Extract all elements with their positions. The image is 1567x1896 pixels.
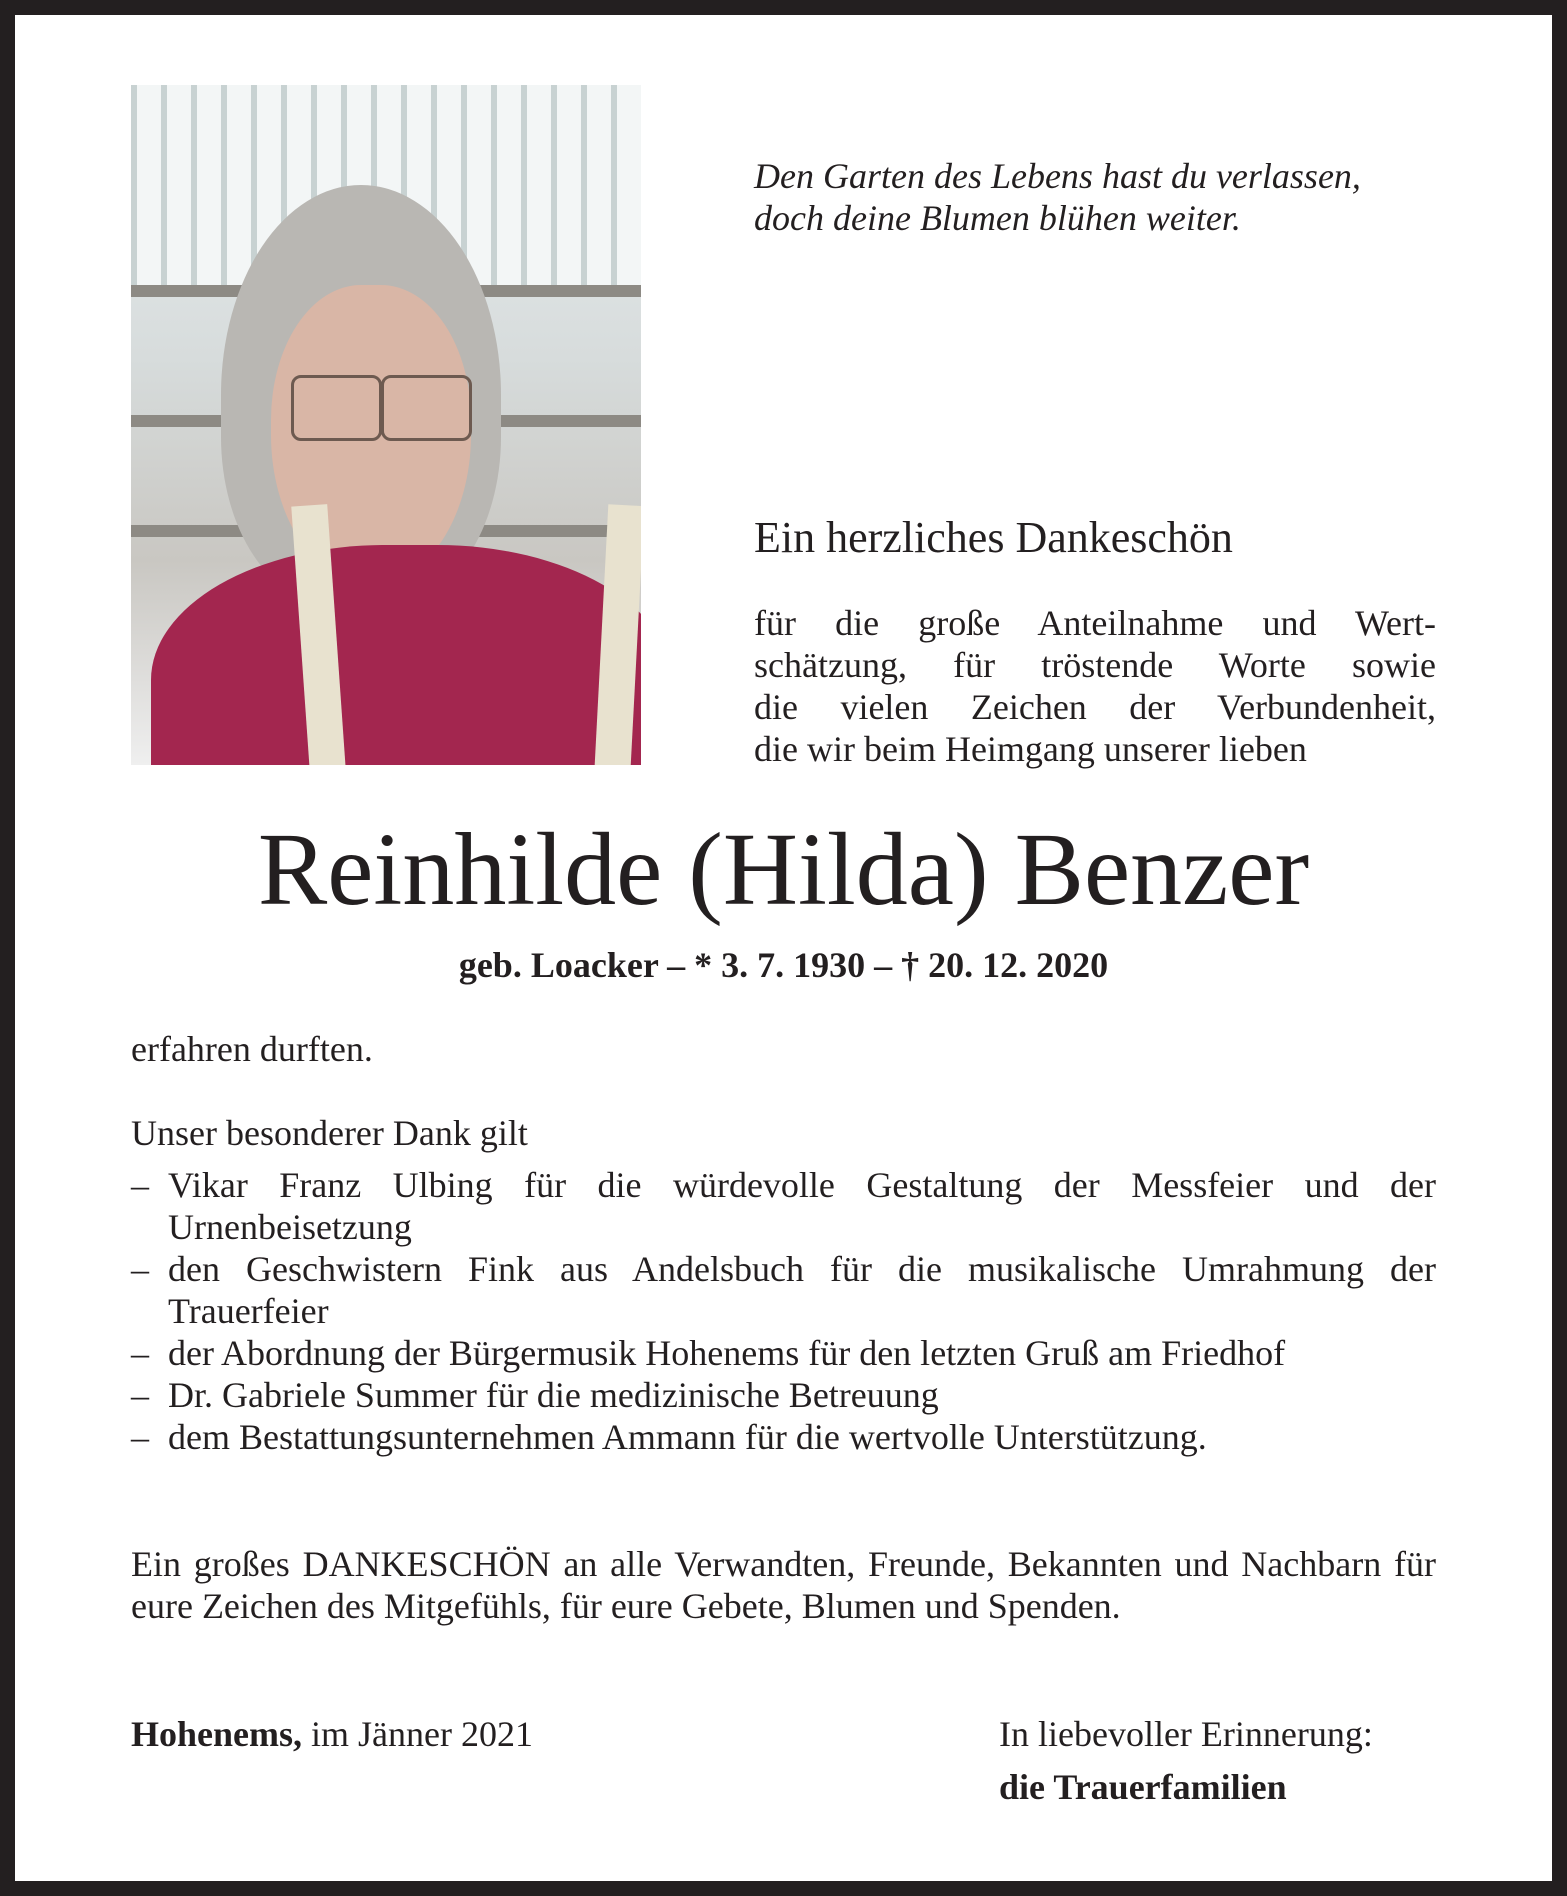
life-dates: geb. Loacker – * 3. 7. 1930 – † 20. 12. 2020 [458,945,1109,985]
portrait-photo [131,85,641,765]
intro-line: schätzung, für tröstende Worte sowie [754,645,1436,685]
quote [754,155,1361,239]
continuation-text: erfahren durften. [131,1029,373,1069]
quote-line: Den Garten des Lebens hast du verlassen, [754,156,1361,196]
memory-text: In liebevoller Erinnerung: [999,1714,1373,1754]
intro-line: für die große Anteilnahme und Wert- [754,603,1436,643]
list-item: – dem Bestattungsunternehmen Ammann für die wertvolle Unterstützung. [131,1416,1436,1458]
list-item: – den Geschwistern Fink aus Andelsbuch für die musikalische Umrahmung der Trauerfeier [131,1248,1436,1332]
place-date [131,1713,731,1755]
closing-text: Ein großes DANKESCHÖN an alle Verwandten, Freunde, Bekannten und Nachbarn für eure Zeichen des Mitgefühls, für eure Gebete, Blumen und Spenden. [131,1544,1436,1626]
signature: die Trauerfamilien [999,1767,1287,1807]
intro-line: die vielen Zeichen der Verbundenheit, [754,687,1436,727]
deceased-name: Reinhilde (Hilda) Benzer [257,812,1310,927]
list-item: – Dr. Gabriele Summer für die medizinische Betreuung [131,1374,1436,1416]
intro-text [754,602,1436,770]
thanks-list [131,1164,1436,1458]
quote-line: doch deine Blumen blühen weiter. [754,198,1241,238]
thanks-title: Ein herzliches Dankeschön [754,513,1233,562]
intro-line: die wir beim Heimgang unserer lieben [754,729,1307,769]
list-item: – der Abordnung der Bürgermusik Hohenems für den letzten Gruß am Friedhof [131,1332,1436,1374]
list-item: – Vikar Franz Ulbing für die würdevolle Gestaltung der Messfeier und der Urnenbeisetzung [131,1164,1436,1248]
date-text: im Jänner 2021 [311,1714,533,1754]
place: Hohenems, [131,1714,302,1754]
dank-intro: Unser besonderer Dank gilt [131,1113,528,1153]
